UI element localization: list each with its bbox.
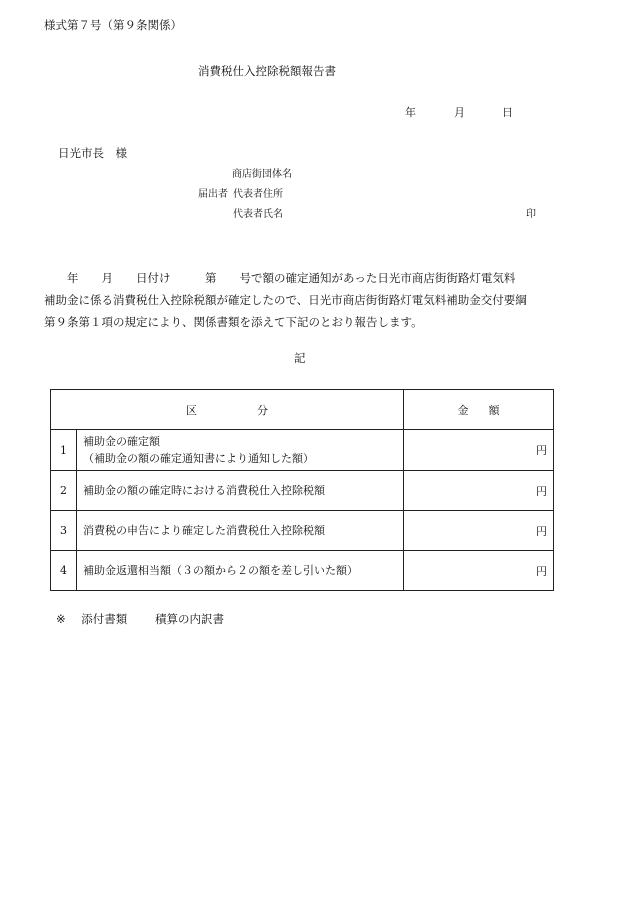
row-amount: 円 [404, 551, 554, 591]
org-name-label: 商店街団体名 [232, 169, 292, 180]
row-item-line1: 補助金の確定額 [83, 435, 160, 448]
row-amount: 円 [404, 430, 554, 471]
table-row [51, 511, 554, 551]
notifier-label: 届出者 [198, 189, 228, 200]
date-day-label: 日 [502, 106, 513, 119]
table-row [51, 551, 554, 591]
body-line: 補助金に係る消費税仕入控除税額が確定したので、日光市商店街街路灯電気料補助金交付要綱 [44, 293, 527, 307]
rep-address-label: 代表者住所 [233, 189, 283, 200]
row-item: 補助金返還相当額（３の額から２の額を差し引いた額） [77, 551, 404, 591]
row-item-line2: （補助金の額の確定通知書により通知した額） [83, 452, 314, 465]
table-header-row [51, 390, 554, 430]
addressee: 日光市長 様 [58, 146, 127, 160]
table-row [51, 430, 554, 471]
row-number: 3 [51, 511, 77, 551]
row-number: 4 [51, 551, 77, 591]
row-number: 2 [51, 471, 77, 511]
form-number: 様式第７号（第９条関係） [44, 18, 182, 32]
row-item [77, 430, 404, 471]
table-row [51, 471, 554, 511]
date-year-label: 年 [405, 106, 416, 119]
rep-name-label: 代表者氏名 [233, 209, 283, 220]
ki-heading: 記 [294, 351, 306, 365]
seal-label: 印 [526, 209, 536, 220]
header-category: 区分 [51, 390, 404, 430]
row-item: 補助金の額の確定時における消費税仕入控除税額 [77, 471, 404, 511]
row-number: 1 [51, 430, 77, 471]
body-paragraph [44, 267, 592, 333]
row-item: 消費税の申告により確定した消費税仕入控除税額 [77, 511, 404, 551]
attachment-note [56, 614, 224, 626]
document-title: 消費税仕入控除税額報告書 [198, 64, 336, 78]
body-line: 第９条第１項の規定により、関係書類を添えて下記のとおり報告します。 [44, 315, 423, 329]
body-line: 年 月 日付け 第 号で額の確定通知があった日光市商店街街路灯電気料 [44, 271, 516, 285]
attachment-label: 添付書類 [81, 612, 128, 626]
report-table [50, 389, 554, 591]
header-amount: 金額 [404, 390, 554, 430]
row-amount: 円 [404, 471, 554, 511]
reference-mark: ※ [56, 612, 66, 626]
date-month-label: 月 [454, 106, 465, 119]
attachment-value: 積算の内訳書 [154, 612, 224, 626]
row-amount: 円 [404, 511, 554, 551]
